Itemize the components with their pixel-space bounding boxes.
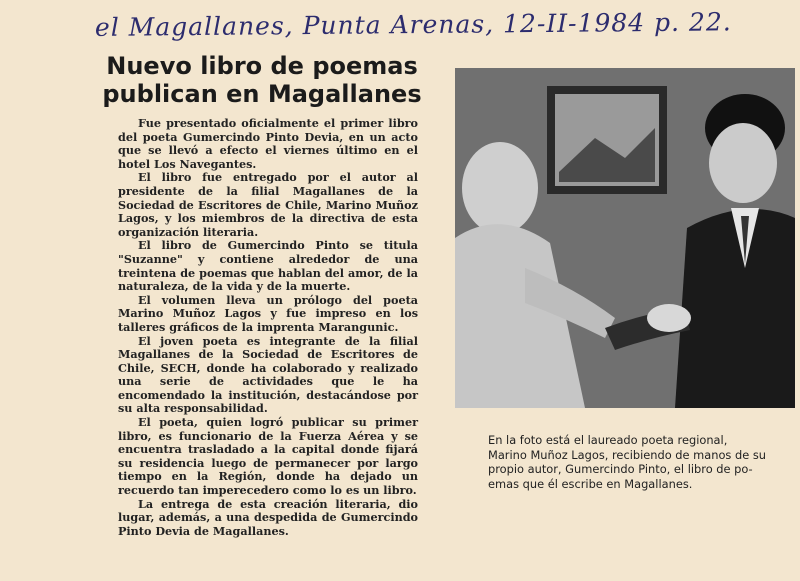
headline [92,52,432,108]
photo-illustration [455,68,795,408]
caption-line: emas que él escribe en Magallanes. [488,476,693,491]
caption-line: propio autor, Gumercindo Pinto, el libro de po- [488,462,753,477]
caption-line: En la foto está el laureado poeta regional, [488,433,728,447]
article-paragraph: Fue presentado oficialmente el primer libro del poeta Gumercindo Pinto Devia, en un acto que se llevó a efecto el viernes último en el hotel Los Navegantes. [118,116,418,171]
headline-line-1: Nuevo libro de poemas [106,52,418,80]
photo-caption [488,433,798,491]
article-paragraph: El joven poeta es integrante de la filial Magallanes de la Sociedad de Escritores de Chile, SECH, donde ha colaborado y realizado una serie de actividades que le ha encomendado la institución, destacándose por su alta responsabilidad. [118,333,418,416]
handwritten-annotation: el Magallanes, Punta Arenas, 12-II-1984 p. 22. [94,7,732,42]
article-body [118,117,418,538]
article-paragraph: La entrega de esta creación literaria, dio lugar, además, a una despedida de Gumercindo Pinto Devia de Magallanes. [118,496,418,538]
news-photo [455,68,795,408]
article-paragraph: El libro fue entregado por el autor al presidente de la filial Magallanes de la Sociedad de Escritores de Chile, Marino Muñoz Lagos, y los miembros de la directiva de esta organización literaria. [118,170,418,239]
article-paragraph: El volumen lleva un prólogo del poeta Marino Muñoz Lagos y fue impreso en los talleres gráficos de la imprenta Marangunic. [118,292,418,334]
article-paragraph: El poeta, quien logró publicar su primer libro, es funcionario de la Fuerza Aérea y se encuentra trasladado a la capital donde fijará su residencia luego de permanecer por largo tiempo en la Región, donde ha dejado un recuerdo tan imperecedero como lo es un libro. [118,415,418,498]
headline-line-2: publican en Magallanes [102,80,422,108]
article-paragraph: El libro de Gumercindo Pinto se titula "Suzanne" y contiene alrededor de una treintena de poemas que hablan del amor, de la naturaleza, de la vida y de la muerte. [118,238,418,294]
caption-line: Marino Muñoz Lagos, recibiendo de manos de su [488,447,767,462]
